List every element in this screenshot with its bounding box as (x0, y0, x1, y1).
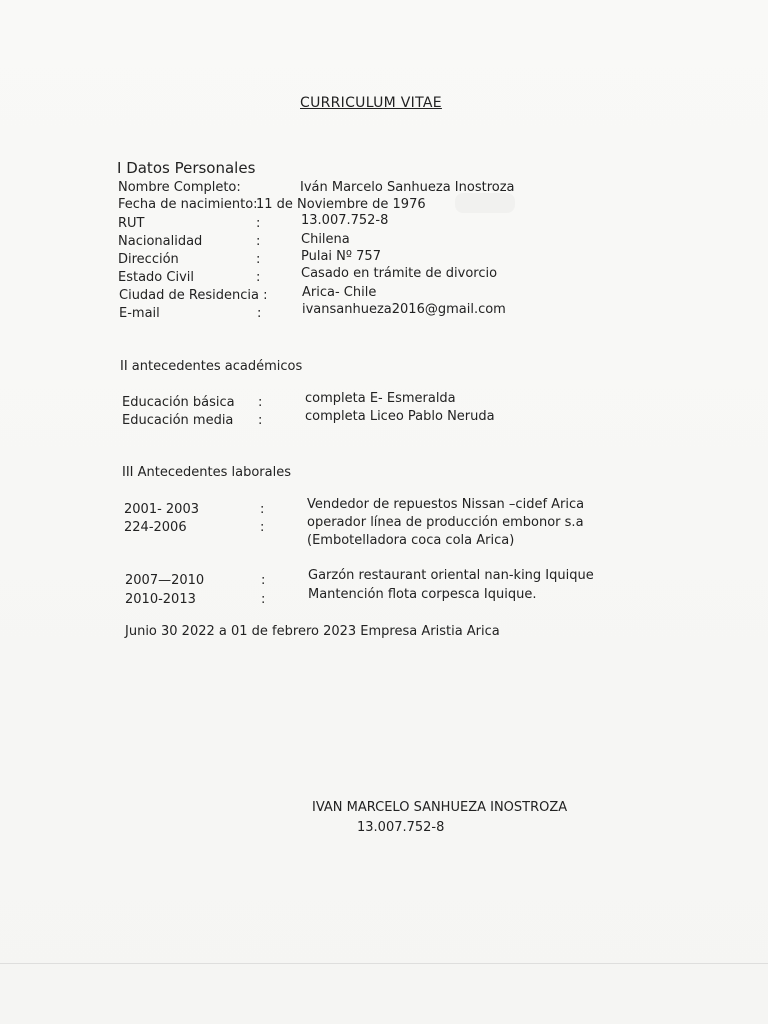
row-label: Dirección (118, 252, 179, 267)
row-label: 2010-2013 (125, 592, 196, 607)
row-colon: : (256, 252, 261, 267)
row-value: Arica- Chile (302, 285, 377, 300)
row-label: Estado Civil (118, 270, 194, 285)
signature-name: IVAN MARCELO SANHUEZA INOSTROZA (312, 800, 568, 815)
row-value: (Embotelladora coca cola Arica) (307, 533, 515, 548)
row-colon: : (256, 234, 261, 249)
row-value: Mantención flota corpesca Iquique. (308, 587, 537, 602)
signature-rut: 13.007.752-8 (357, 820, 445, 835)
row-value: 11 de Noviembre de 1976 (256, 197, 426, 212)
row-value: completa E- Esmeralda (305, 391, 456, 406)
row-colon: : (261, 573, 266, 588)
scan-smudge (455, 193, 515, 213)
row-colon: : (260, 502, 265, 517)
row-label: Fecha de nacimiento: (118, 197, 258, 212)
row-value: 13.007.752-8 (301, 213, 389, 228)
row-label: Ciudad de Residencia : (119, 288, 268, 303)
row-value: ivansanhueza2016@gmail.com (302, 302, 506, 317)
row-value: operador línea de producción embonor s.a (307, 515, 584, 530)
section-heading-academic: II antecedentes académicos (120, 359, 303, 374)
row-label: Educación media (122, 413, 234, 428)
scan-edge-line (0, 963, 768, 964)
row-value: Vendedor de repuestos Nissan –cidef Arica (307, 497, 585, 512)
row-colon: : (257, 306, 262, 321)
row-label: Nombre Completo: (118, 180, 241, 195)
row-value: Chilena (301, 232, 350, 247)
row-colon: : (258, 413, 263, 428)
row-label: 2001- 2003 (124, 502, 199, 517)
row-colon: : (260, 520, 265, 535)
row-colon: : (256, 216, 261, 231)
row-value: Casado en trámite de divorcio (301, 266, 498, 281)
section-heading-work: III Antecedentes laborales (122, 465, 291, 480)
row-colon: : (256, 270, 261, 285)
section-heading-personal: I Datos Personales (117, 159, 256, 177)
row-value: Pulai Nº 757 (301, 249, 381, 264)
row-value: Iván Marcelo Sanhueza Inostroza (300, 180, 515, 195)
row-label: Nacionalidad (118, 234, 203, 249)
row-label: Educación básica (122, 395, 235, 410)
row-label: 224-2006 (124, 520, 187, 535)
row-label: 2007—2010 (125, 573, 205, 588)
work-extra-line: Junio 30 2022 a 01 de febrero 2023 Empresa Aristia Arica (125, 624, 500, 639)
row-value: Garzón restaurant oriental nan-king Iquique (308, 568, 594, 583)
row-label: E-mail (119, 306, 160, 321)
document-title: CURRICULUM VITAE (300, 95, 442, 111)
row-colon: : (261, 592, 266, 607)
row-colon: : (258, 395, 263, 410)
row-label: RUT (118, 216, 145, 231)
row-value: completa Liceo Pablo Neruda (305, 409, 495, 424)
